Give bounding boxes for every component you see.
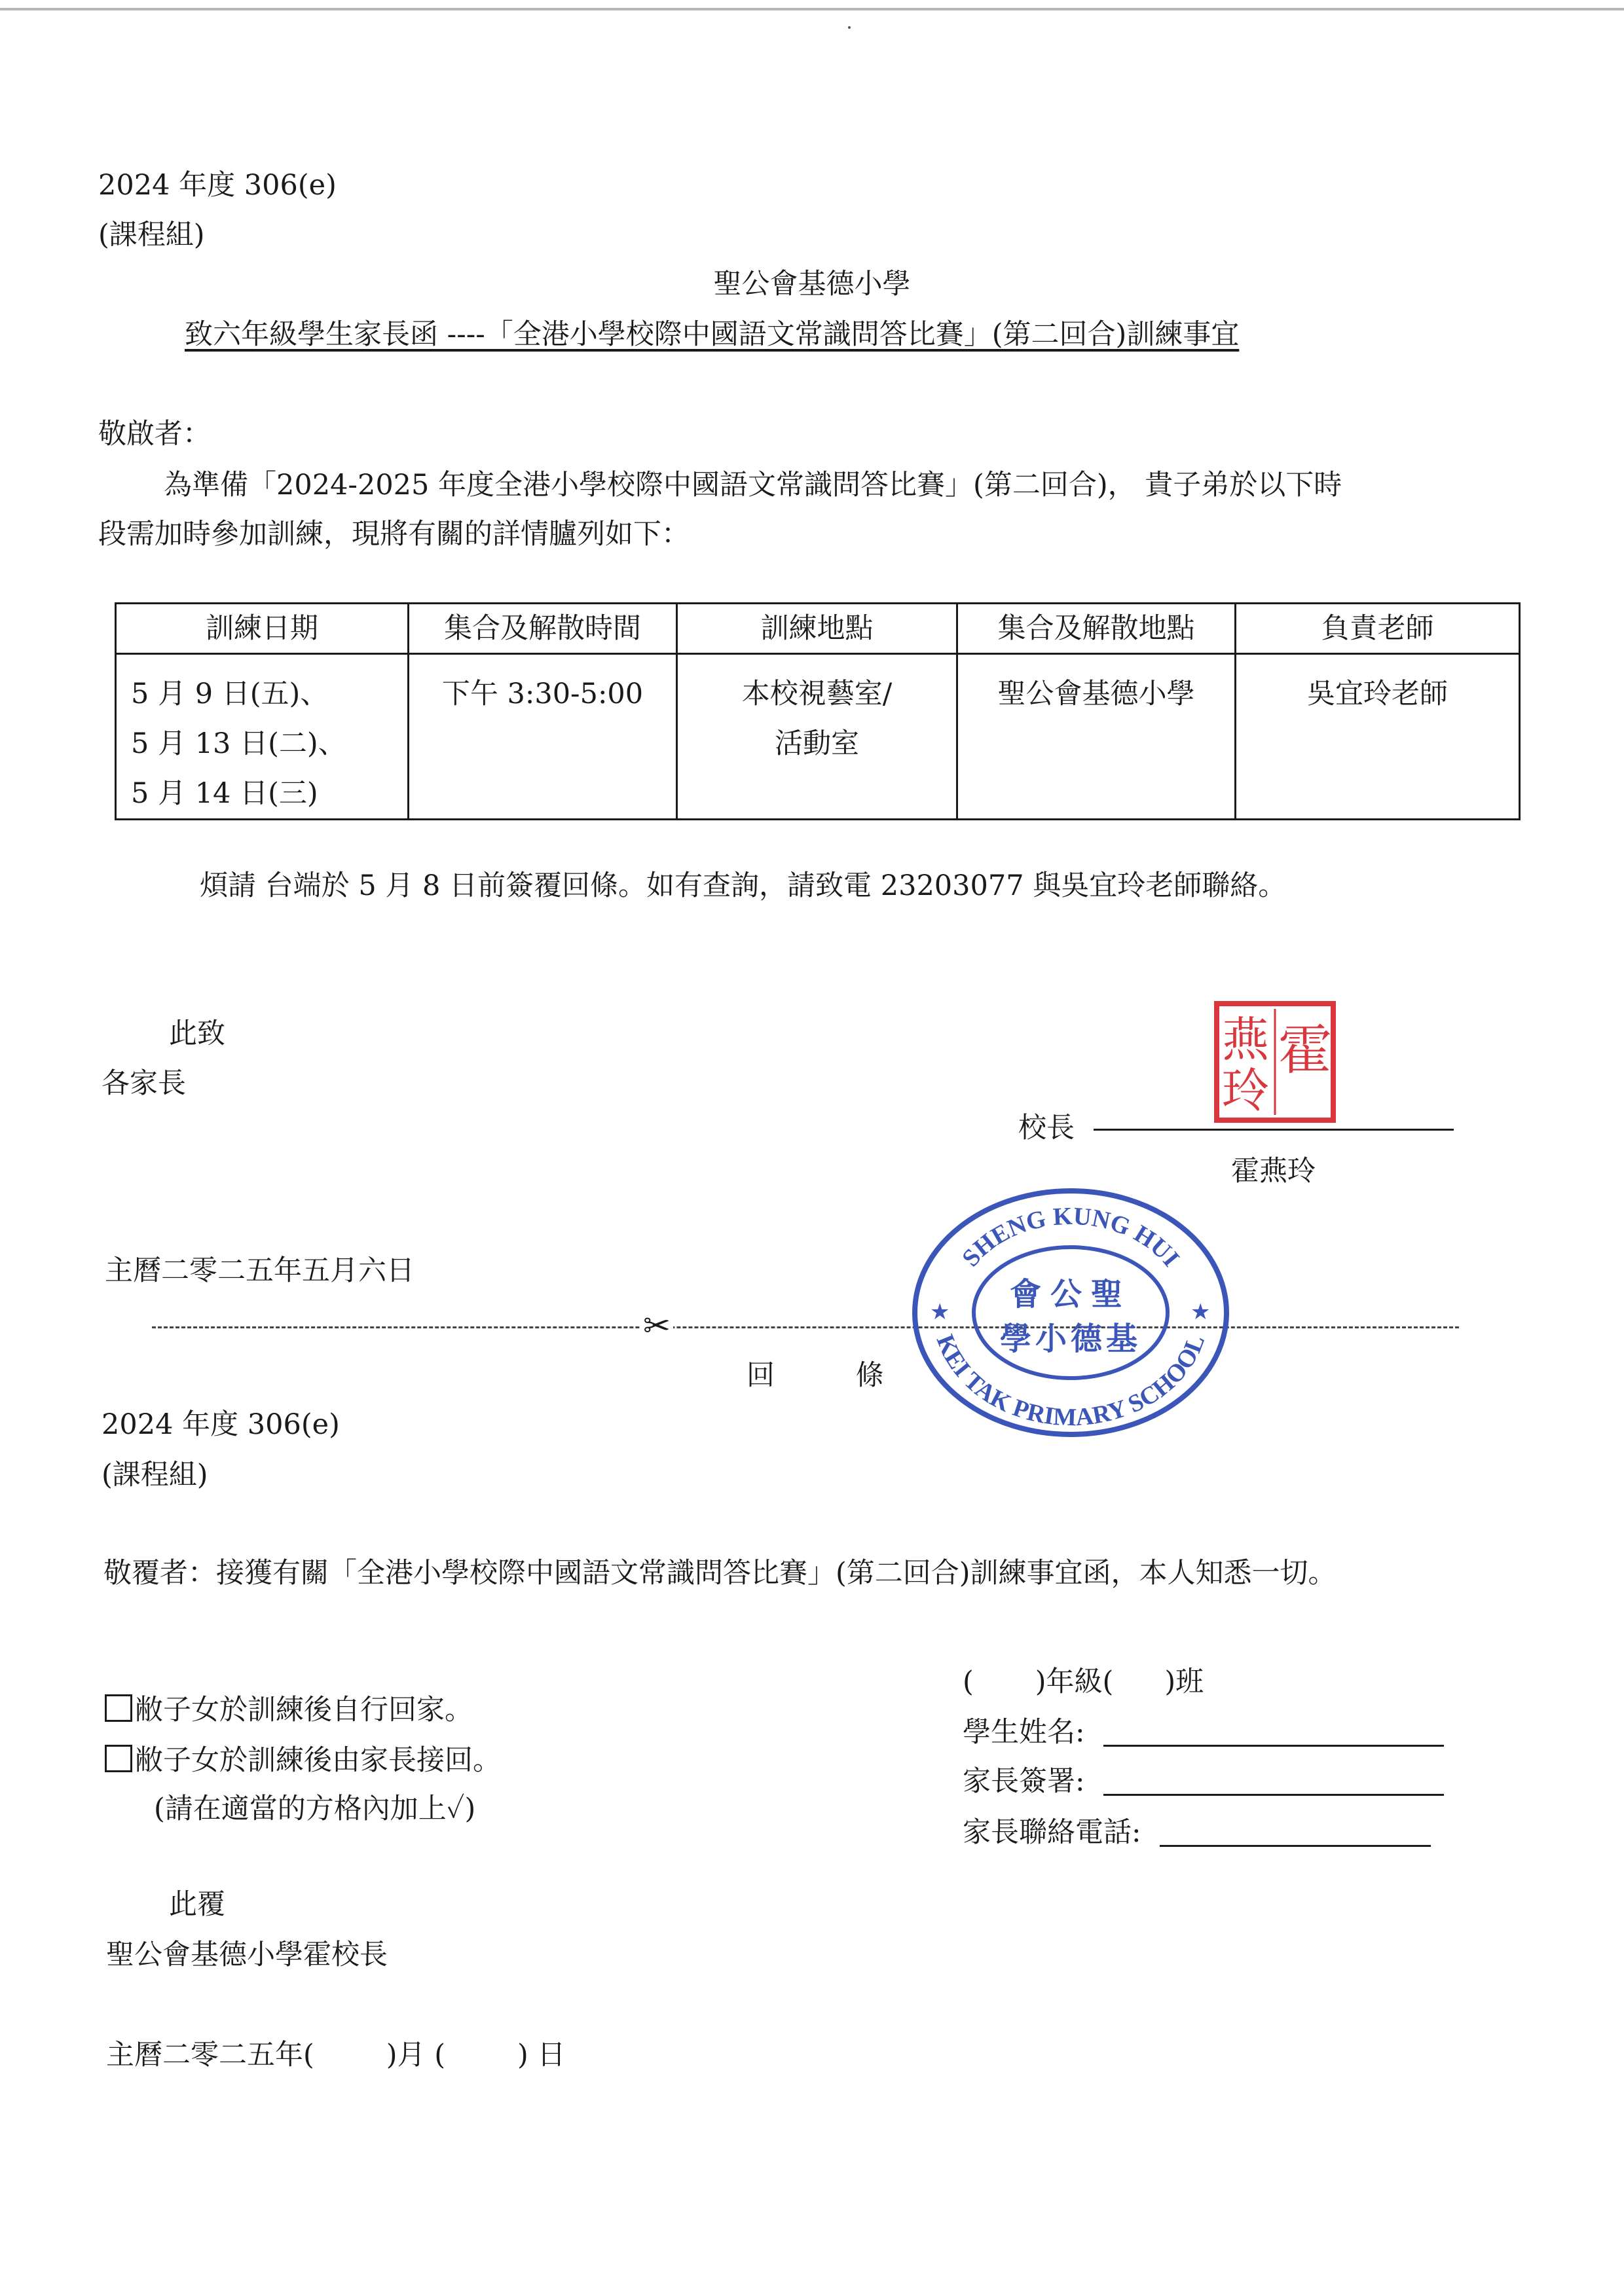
table-row xyxy=(116,654,1520,820)
school-name: 聖公會基德小學 xyxy=(713,268,911,301)
chop-char: 玲 xyxy=(1221,1063,1270,1118)
letter-reference: 2024 年度 306(e) xyxy=(98,169,337,202)
table-header-row xyxy=(116,604,1520,654)
star-icon: ★ xyxy=(930,1299,950,1325)
parent-signature-label: 家長簽署: xyxy=(963,1765,1085,1798)
checkbox-parent-pickup[interactable] xyxy=(105,1745,132,1772)
reply-date-month: )月 ( xyxy=(386,2039,446,2071)
venue-line: 活動室 xyxy=(775,727,859,760)
cell-assembly-venue xyxy=(957,654,1236,820)
cell-time xyxy=(409,654,677,820)
checkbox-note: (請在適當的方格內加上✓) xyxy=(154,1793,476,1825)
cell-dates xyxy=(116,654,409,820)
student-name-label: 學生姓名: xyxy=(963,1716,1085,1749)
seal-bottom-text: KEI TAK PRIMARY SCHOOL xyxy=(931,1330,1211,1432)
seal-inner-ring xyxy=(974,1247,1168,1378)
parent-signature-input[interactable] xyxy=(1103,1794,1444,1796)
parent-phone-field xyxy=(963,1816,1431,1849)
salutation: 敬啟者： xyxy=(98,418,211,450)
reply-date-day: ) 日 xyxy=(517,2039,566,2071)
scan-top-border xyxy=(0,8,1624,10)
class-open-paren: ( xyxy=(963,1666,974,1698)
teacher-text: 吳宜玲老師 xyxy=(1307,678,1448,710)
letter-department: (課程組) xyxy=(98,219,205,251)
cell-teacher xyxy=(1236,654,1520,820)
student-name-input[interactable] xyxy=(1103,1745,1444,1747)
parent-signature-field xyxy=(963,1765,1444,1798)
header-training-date: 訓練日期 xyxy=(116,604,409,654)
grade-label: )年級( xyxy=(1035,1666,1114,1698)
reply-date-field xyxy=(106,2041,565,2069)
class-label: )班 xyxy=(1164,1666,1204,1698)
parent-phone-input[interactable] xyxy=(1160,1845,1431,1847)
closing-line-1: 此致 xyxy=(169,1017,225,1050)
cell-venue xyxy=(677,654,957,820)
parent-phone-label: 家長聯絡電話: xyxy=(963,1816,1141,1849)
time-text: 下午 3:30-5:00 xyxy=(441,678,644,710)
reply-reference: 2024 年度 306(e) xyxy=(101,1408,340,1441)
scissors-icon: ✂ xyxy=(640,1309,673,1342)
principal-label xyxy=(1018,1114,1075,1142)
principal-chop-stamp xyxy=(1213,1000,1337,1124)
reply-slip-title: 回 條 xyxy=(747,1359,884,1392)
checkbox-self-return[interactable] xyxy=(105,1694,132,1722)
header-training-venue: 訓練地點 xyxy=(677,604,957,654)
date-item: 5 月 14 日(三) xyxy=(131,777,318,810)
reply-closing-1: 此覆 xyxy=(169,1888,225,1921)
class-field xyxy=(963,1668,1204,1696)
date-item: 5 月 9 日(五)、 xyxy=(131,678,329,710)
cut-line xyxy=(152,1326,1459,1328)
option-self-return xyxy=(105,1694,473,1724)
assembly-text: 聖公會基德小學 xyxy=(997,678,1195,710)
paragraph-line-1: 為準備「2024-2025 年度全港小學校際中國語文常識問答比賽」(第二回合)， 貴子弟於以下時 xyxy=(164,469,1342,501)
training-schedule-table xyxy=(115,602,1521,820)
header-teacher: 負責老師 xyxy=(1236,604,1520,654)
closing-line-2: 各家長 xyxy=(101,1067,186,1100)
reply-department: (課程組) xyxy=(101,1459,208,1491)
chop-char: 霍 xyxy=(1278,1019,1333,1082)
seal-top-text: SHENG KUNG HUI xyxy=(957,1202,1185,1272)
student-name-field xyxy=(963,1716,1444,1749)
seal-inner-top: 會公聖 xyxy=(1009,1276,1132,1313)
star-icon: ★ xyxy=(1190,1299,1211,1325)
option-self-return-label: 敝子女於訓練後自行回家。 xyxy=(135,1694,473,1726)
date-item: 5 月 13 日(二)、 xyxy=(131,727,346,760)
reply-date-year: 主曆二零二五年( xyxy=(106,2039,314,2071)
reply-request: 煩請 台端於 5 月 8 日前簽覆回條。如有查詢，請致電 23203077 與吳宜玲老師聯絡。 xyxy=(200,869,1287,902)
letter-subject: 致六年級學生家長函 ----「全港小學校際中國語文常識問答比賽」(第二回合)訓練事宜 xyxy=(185,318,1240,351)
scan-speck xyxy=(848,26,851,29)
chop-char: 燕 xyxy=(1221,1012,1270,1067)
seal-inner-bottom: 學小德基 xyxy=(999,1321,1142,1357)
principal-signature-line xyxy=(1094,1129,1454,1131)
letter-date: 主曆二零二五年五月六日 xyxy=(105,1254,415,1287)
header-assembly-venue: 集合及解散地點 xyxy=(957,604,1236,654)
header-assembly-time: 集合及解散時間 xyxy=(409,604,677,654)
reply-closing-2: 聖公會基德小學霍校長 xyxy=(106,1939,388,1971)
reply-acknowledgement: 敬覆者：接獲有關「全港小學校際中國語文常識問答比賽」(第二回合)訓練事宜函，本人知悉一切。 xyxy=(103,1557,1337,1590)
option-parent-pickup xyxy=(105,1745,501,1775)
option-parent-pickup-label: 敝子女於訓練後由家長接回。 xyxy=(135,1744,501,1777)
paragraph-line-2: 段需加時參加訓練，現將有關的詳情臚列如下： xyxy=(98,518,690,551)
venue-line: 本校視藝室/ xyxy=(741,678,893,710)
principal-label-text: 校長 xyxy=(1018,1112,1075,1144)
principal-name: 霍燕玲 xyxy=(1231,1155,1316,1188)
school-seal xyxy=(907,1182,1234,1444)
